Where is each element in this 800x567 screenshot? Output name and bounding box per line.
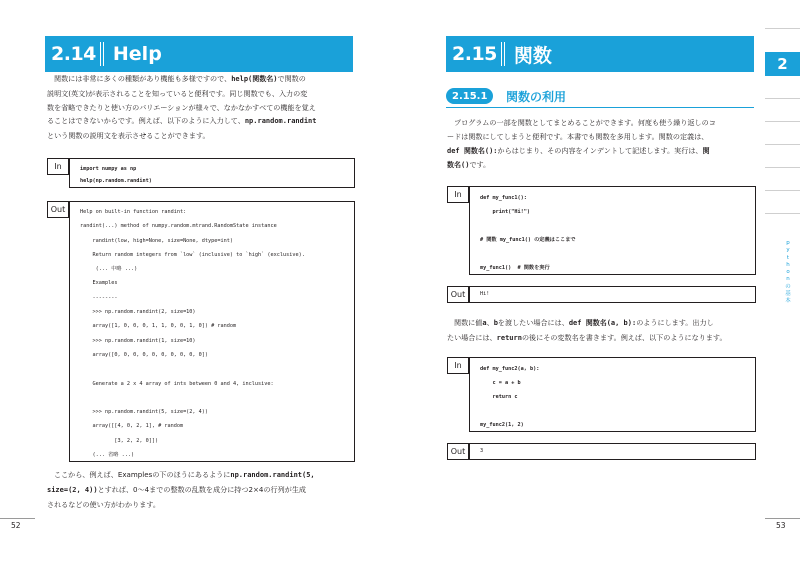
function-intro-paragraph xyxy=(447,116,755,173)
code-block xyxy=(80,163,152,187)
side-index-rule xyxy=(765,213,800,214)
out-label: Out xyxy=(447,443,469,460)
page-number: 52 xyxy=(11,521,21,530)
page-number: 53 xyxy=(776,521,786,530)
text-run: の後にその変数名を書きます。例えば、以下のようになります。 xyxy=(521,332,727,342)
code-line: Return random integers from `low` (inclusive) to `high` (exclusive). xyxy=(80,251,305,258)
text-run: からはじまり、その内容をインデントして記述します。実行は、 xyxy=(497,145,703,155)
right-page xyxy=(400,0,800,567)
section-title: 関数 xyxy=(513,44,552,67)
inline-code: np.random.randint(5, xyxy=(230,471,315,479)
code-line: >>> np.random.randint(5, size=(2, 4)) xyxy=(80,409,209,416)
code-output-box xyxy=(469,443,756,460)
code-line: >>> np.random.randint(2, size=10) xyxy=(80,309,196,316)
code-line: import numpy as np xyxy=(80,166,137,172)
side-index-rule xyxy=(765,167,800,168)
code-line: randint(low, high=None, size=None, dtype=int) xyxy=(80,237,234,244)
code-line: Generate a 2 x 4 array of ints between 0 and 4, inclusive: xyxy=(80,380,274,387)
text-run: 関数には非常に多くの種類があり機能も多様ですので、 xyxy=(54,74,232,83)
code-line: def my_func2(a, b): xyxy=(480,366,540,372)
code-line: array([[4, 0, 2, 1], # random xyxy=(80,423,184,430)
in-label: In xyxy=(447,357,469,374)
side-index-rule xyxy=(765,28,800,29)
out-label: Out xyxy=(47,201,69,218)
text-line: ードは関数にしてしまうと便利です。本書でも関数を多用します。関数の定義は、 xyxy=(447,131,709,141)
code-line: # 関数 my_func1() の定義はここまで xyxy=(480,237,576,243)
code-line: c = a + b xyxy=(480,380,521,386)
in-label: In xyxy=(47,158,69,175)
code-line: (... 省略 ...) xyxy=(80,452,135,459)
text-run: ここから、例えば、Examplesの下のほうにあるように xyxy=(54,470,231,479)
inline-code: np.random.randint xyxy=(244,117,317,126)
code-line: my_func1() # 関数を実行 xyxy=(480,265,550,271)
inline-code: help(関数名) xyxy=(231,75,278,83)
code-block xyxy=(480,191,576,275)
subsection-number: 2.15.1 xyxy=(446,88,493,104)
code-line: def my_func1(): xyxy=(480,195,527,201)
inline-code: size=(2, 4)) xyxy=(47,485,98,494)
subsection-title: 関数の利用 xyxy=(506,90,567,104)
code-block xyxy=(480,362,539,432)
footer-rule xyxy=(765,518,800,519)
code-input-box xyxy=(469,186,756,275)
text-line: 説明文(英文)が表示されることを知っていると便利です。同じ関数でも、入力の変 xyxy=(47,88,308,98)
text-line: 数を省略できたりと使い方のバリエーションが様々で、なかなかすべての機能を覚え xyxy=(47,102,316,112)
text-run: を渡したい場合には、 xyxy=(497,318,569,327)
text-line: プログラムの一部を関数としてまとめることができます。何度も使う繰り返しのコ xyxy=(454,118,716,127)
code-output-box xyxy=(469,286,756,303)
code-line: Hi! xyxy=(480,291,490,297)
code-line: array([1, 0, 0, 0, 1, 1, 0, 0, 1, 0]) # random xyxy=(80,323,237,330)
footer-rule xyxy=(0,518,35,519)
code-line: my_func2(1, 2) xyxy=(480,422,524,428)
section-heading-2-14 xyxy=(45,36,353,72)
code-line: >>> np.random.randint(1, size=10) xyxy=(80,337,196,344)
side-index-rule xyxy=(765,98,800,99)
inline-code: def 関数名(): xyxy=(447,146,498,155)
text-run: 関数に値 xyxy=(454,318,483,327)
chapter-tab: 2 xyxy=(765,52,800,76)
code-line: -------- xyxy=(80,294,118,301)
inline-code: 数名() xyxy=(447,161,470,170)
text-run: で関数の xyxy=(277,74,306,83)
side-index-rule xyxy=(765,190,800,191)
in-label: In xyxy=(447,186,469,203)
side-index-label: p y t h o n の 基 本 xyxy=(785,240,791,305)
section-number: 2.15 xyxy=(452,43,497,65)
out-label: Out xyxy=(447,286,469,303)
text-run: のようにします。出力し xyxy=(636,318,714,327)
heading-separator xyxy=(100,42,104,66)
examples-paragraph xyxy=(47,468,355,511)
text-line: という関数の説明文を表示させることができます。 xyxy=(47,131,210,141)
text-run: です。 xyxy=(469,160,491,170)
text-run: ることはできないからです。例えば、以下のように入力して、 xyxy=(47,116,245,126)
code-output-box xyxy=(69,201,355,462)
side-index-rule xyxy=(765,144,800,145)
code-line: print("Hi!") xyxy=(480,209,530,215)
code-line: [3, 2, 2, 0]]) xyxy=(80,437,159,444)
code-line: 3 xyxy=(480,448,484,454)
inline-code: def 関数名(a, b): xyxy=(568,319,637,327)
text-run: 関 xyxy=(702,145,710,155)
inline-code: a xyxy=(482,319,487,327)
code-block xyxy=(80,205,305,462)
args-paragraph xyxy=(447,316,755,346)
code-input-box xyxy=(469,357,756,432)
inline-code: return xyxy=(496,333,522,342)
inline-code: b xyxy=(493,319,498,327)
code-line: help(np.random.randint) xyxy=(80,178,152,184)
code-line: Examples xyxy=(80,280,118,287)
text-run: たい場合には、 xyxy=(447,332,497,342)
code-line: array([0, 0, 0, 0, 0, 0, 0, 0, 0, 0]) xyxy=(80,351,209,358)
code-line: (... 中略 ...) xyxy=(80,266,138,273)
subsection-underline xyxy=(446,107,754,108)
text-run: 、 xyxy=(486,318,494,327)
section-number: 2.14 xyxy=(51,43,96,65)
code-line: return c xyxy=(480,394,518,400)
text-run: とすれば、0〜4までの整数の乱数を成分に持つ2×4の行列が生成 xyxy=(97,484,307,494)
code-line: randint(...) method of numpy.random.mtrand.RandomState instance xyxy=(80,223,277,230)
code-line: Help on built-in function randint: xyxy=(80,209,187,215)
text-line: されるなどの使い方がわかります。 xyxy=(47,499,160,509)
code-input-box xyxy=(69,158,355,188)
help-intro-paragraph xyxy=(47,72,355,143)
heading-separator xyxy=(501,42,505,66)
side-index-rule xyxy=(765,121,800,122)
section-title: Help xyxy=(112,43,162,65)
section-heading-2-15 xyxy=(446,36,754,72)
